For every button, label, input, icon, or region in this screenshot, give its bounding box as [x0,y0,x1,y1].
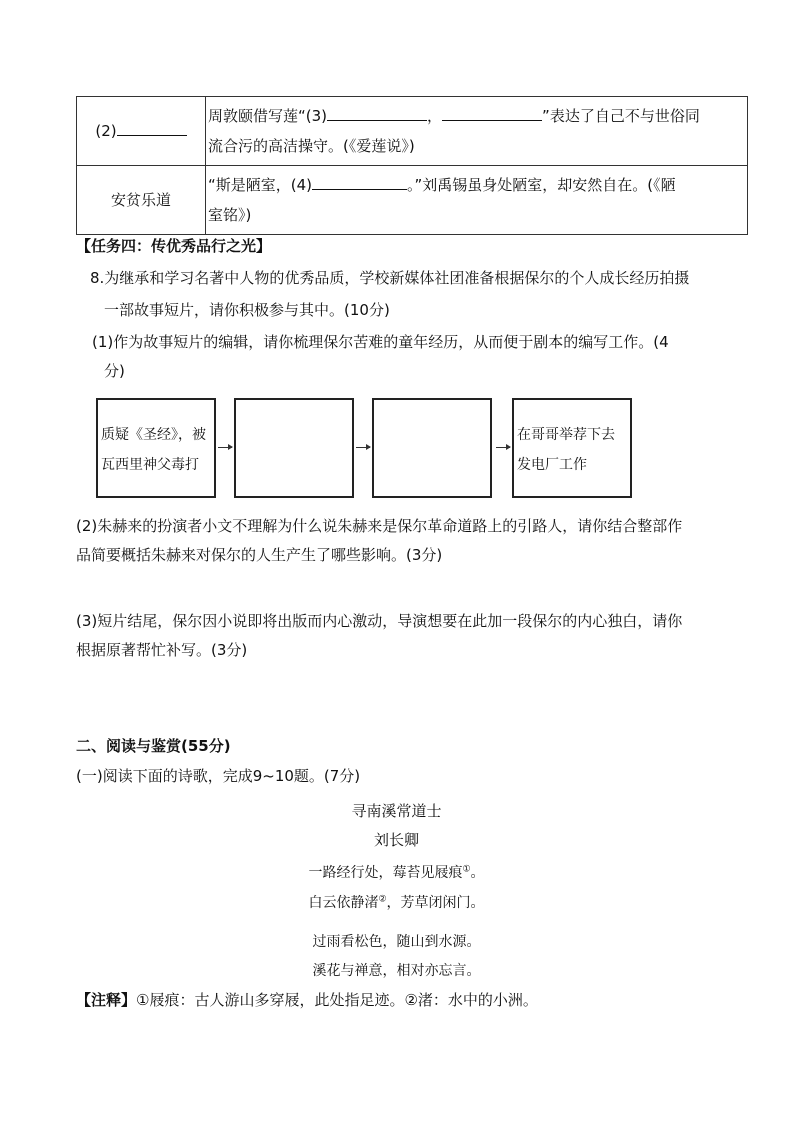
row1-text-c: 流合污的高洁操守。(《爱莲说》) [208,137,415,155]
poem-line-1-text: 一路经行处，莓苔见屐痕 [308,865,463,881]
table-row [77,166,748,235]
row1-text-b: ”表达了自己不与世俗同 [542,107,700,125]
q8-sub1-line1: (1)作为故事短片的编辑，请你梳理保尔苦难的童年经历，从而便于剧本的编写工作。(4 [92,333,669,351]
footnote-mark-1: ① [462,864,471,875]
q8-sub3-line1: (3)短片结尾，保尔因小说即将出版而内心激动，导演想要在此加一段保尔的内心独白，请你 [76,612,683,630]
q8-line2: 一部故事短片，请你积极参与其中。(10分) [104,301,390,319]
section-2-heading: 二、阅读与鉴赏(55分) [76,737,231,755]
flow-box-1 [96,398,216,498]
task4-heading: 【任务四：传优秀品行之光】 [76,237,272,255]
arrow-icon [356,447,370,448]
row1-separator: ， [427,107,443,125]
row2-text-b: 。”刘禹锡虽身处陋室，却安然自在。(《陋 [407,176,676,194]
flow-box-4 [512,398,632,498]
poetry-table [76,96,748,235]
row1-text-a: 周敦颐借写莲“(3) [208,107,328,125]
table-cell-right [206,166,748,235]
flow-box-3-text [374,400,490,420]
answer-blank-2[interactable] [117,120,187,136]
flow-box-2-blank[interactable] [234,398,354,498]
poem-notes [76,990,538,1010]
poem-line-2-end: ，芳草闭闲门。 [386,895,485,911]
q8-sub3-line2: 根据原著帮忙补写。(3分) [76,641,248,659]
answer-blank-4[interactable] [312,174,407,190]
poem-line-1-end: 。 [470,865,485,881]
poem-line-2 [0,892,793,912]
answer-blank-3b[interactable] [442,105,542,121]
poem-line-2-text: 白云依静渚 [308,895,379,911]
table-cell-right [206,97,748,166]
poem-author: 刘长卿 [373,831,419,849]
q8-sub1-line2: 分) [104,362,125,380]
poem-line-3: 过雨看松色，随山到水源。 [312,934,481,950]
answer-blank-3a[interactable] [327,105,427,121]
q8-sub2-line1: (2)朱赫来的扮演者小文不理解为什么说朱赫来是保尔革命道路上的引路人，请你结合整部作 [76,517,683,535]
poem-line-1 [0,862,793,882]
table-cell-left [77,166,206,235]
row1-left-number: (2) [95,122,117,140]
q8-sub2-line2: 品简要概括朱赫来对保尔的人生产生了哪些影响。(3分) [76,546,443,564]
part-1-instruction: (一)阅读下面的诗歌，完成9~10题。(7分) [76,767,361,785]
poem-title: 寻南溪常道士 [351,802,442,820]
table-cell-left [77,97,206,166]
notes-label: 【注释】 [76,991,137,1009]
flow-box-4-text: 在哥哥举荐下去发电厂工作 [517,427,615,473]
row2-text-a: “斯是陋室，(4) [208,176,313,194]
footnote-mark-2: ② [378,894,387,905]
flow-box-2-text [236,400,352,420]
row2-text-c: 室铭》) [208,206,252,224]
table-row [77,97,748,166]
flow-box-1-text: 质疑《圣经》，被瓦西里神父毒打 [101,427,206,473]
flow-box-3-blank[interactable] [372,398,492,498]
q8-line1: 8.为继承和学习名著中人物的优秀品质，学校新媒体社团准备根据保尔的个人成长经历拍摄 [90,269,690,287]
poem-line-4: 溪花与禅意，相对亦忘言。 [312,963,481,979]
row2-left-label: 安贫乐道 [110,191,171,209]
arrow-icon [496,447,510,448]
arrow-icon [218,447,232,448]
notes-text: ①屐痕：古人游山多穿屐，此处指足迹。②渚：水中的小洲。 [136,991,538,1009]
